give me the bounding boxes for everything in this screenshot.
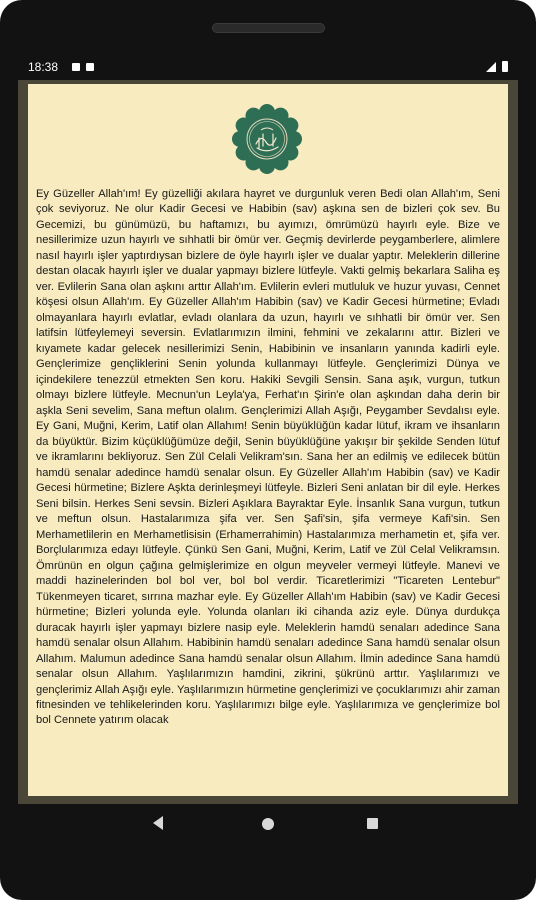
notification-icon [72, 63, 80, 71]
recents-icon[interactable] [367, 818, 378, 829]
back-icon[interactable] [153, 816, 163, 830]
battery-icon [502, 61, 508, 72]
status-bar [28, 58, 508, 78]
status-system-icons [486, 61, 508, 72]
status-notification-icons [72, 63, 94, 71]
signal-icon [486, 62, 496, 72]
home-icon[interactable] [262, 818, 274, 830]
calligraphy-emblem-icon [228, 104, 306, 174]
sim-icon [86, 63, 94, 71]
status-time: 18:38 [28, 60, 59, 74]
speaker-grille [212, 23, 325, 33]
prayer-text: Ey Güzeller Allah'ım! Ey güzelliği akılara hayret ve durgunluk veren Bedi olan Allah'ım, Seni çok seviyoruz. Ne olur Kadir Gecesi ve Habibin (sav) aşkına sen de bizleri çok sev. Bu Gecemizi, bu günümüzü, bu haftamızı, bu ayımızı, ömrümüzü hayırlı eyle. Bize ve nesillerimize uzun hayırlı ve sıhhatli bir ömür ver. Geçmiş devirlerde peygamberlere, alimlere nasıl hayırlı işler yaptırdıysan bizlere de öyle hayırlı işler ve dualar yaptır. Meleklerin dillerine destan olacak hayırlı işler ve dualar yapmayı bizlere lütfeyle. Vakti gelmiş bekarlara Saliha eş ver. Evlilerin Sana olan aşkını arttır Allah'ım. Evlilerin evleri mutluluk ve huzur yuvası, Cennet köşesi olsun Allah'ım. Ey Güzeller Allah'ım Habibin (sav) ve Kadir Gecesi hürmetine; Evladı olmayanlara hayırlı evlatlar, evladı olanlara da uzun, hayırlı ve sıhhatli bir ömür ver. Sen latifsin lütfeylemeyi seversin. Evlatlarımızın ilmini, fehmini ve zekalarını attır. Bizleri ve kıyamete kadar gelecek nesillerimizi Senin, Habibinin ve insanların yanında kadirli eyle. Gençlerimize gençliklerini Senin yolunda kullanmayı lütfeyle. Gençlerimizi Dünya ve içindekilere tenezzül etmekten Sen koru. Hakiki Sevgili Sensin. Sana aşık, vurgun, tutkun olmayı bizlere lütfeyle. Mecnun'un Leyla'ya, Ferhat'ın Şirin'e olan aşkından daha derin bir aşkla Seni sevelim, Sana meftun olalım. Gençlerimizi Allah Aşığı, Peygamber Sevdalısı eyle. Ey Gani, Muğni, Kerim, Latif olan Allahım! Senin büyüklüğün kadar lütuf, ikram ve ihsanların da büyüktür. Bizim küçüklüğümüze değil, Senin büyüklüğüne yakışır bir şekilde Senden lütuf ve ikramlarını bekliyoruz. Sen Zül Celali Velikram'sın. Sana her an edilmiş ve edilecek bütün hamdü senalar adedince hamdü senalar olsun. Ey Güzeller Allah'ım Habibin (sav) ve Kadir Gecesi hürmetine; Bizlere Aşkta derinleşmeyi lütfeyle. Bizleri Seni anlatan bir dil eyle. Herkes Seni bilsin. Herkes Seni sevsin. Bizleri Aşıklara Bayraktar Eyle. İnsanlık Sana vurgun, tutkun ve meftun olsun. Hastalarımıza şifa ver. Sen Şafi'sin, şifa vermeye Kafi'sin. Sen Merhametlilerin en Merhametlisisin (Erhamerrahimin) Hastalarımıza merhametin et, şifa ver. Borçlularımıza edayı lütfeyle. Çünkü Sen Gani, Muğni, Kerim, Latif ve Zül Celal Velikramsın. Ömrünün en olgun çağına gelmişlerimize en olgun meyveler vermeyi lütfeyle. Manevi ve maddi hazinelerinden bol bol ver, bol bol verdir. Ticaretlerimizi "Ticareten Lentebur" Tükenmeyen ticaret, sırrına mazhar eyle. Ey Güzeller Allah'ım Habibin (sav) ve Kadir Gecesi hürmetine; Bizleri yolunda eyle. Yolunda olanları iki cihanda aziz eyle. Dünya durdukça duracak hayırlı işler yapmayı bizlere nasip eyle. Meleklerin hamdü senaları adedince Sana hamdü senalar olsun Allahım. Habibinin hamdü senaları adedince Sana hamdü senalar olsun Allahım. Malumun adedince Sana hamdü senalar olsun Allahım. İlmin adedince Sana hamdü senalar olsun Allahım. Yaşlılarımızın hamdini, zikrini, şükrünü arttır. Yaşlılarımızı ve gençlerimiz Allah Aşığı eyle. Yaşlılarımızın hürmetine gençlerimizi ve çocuklarımızı ahir zaman fitnesinden ve tehlikelerinden koru. Yaşlılarımızı bilge eyle. Yaşlılarımıza ve gençlerimize bol bol Cennete yatırım olacak [36, 188, 500, 727]
navigation-bar [0, 804, 536, 900]
prayer-page[interactable] [28, 84, 508, 796]
